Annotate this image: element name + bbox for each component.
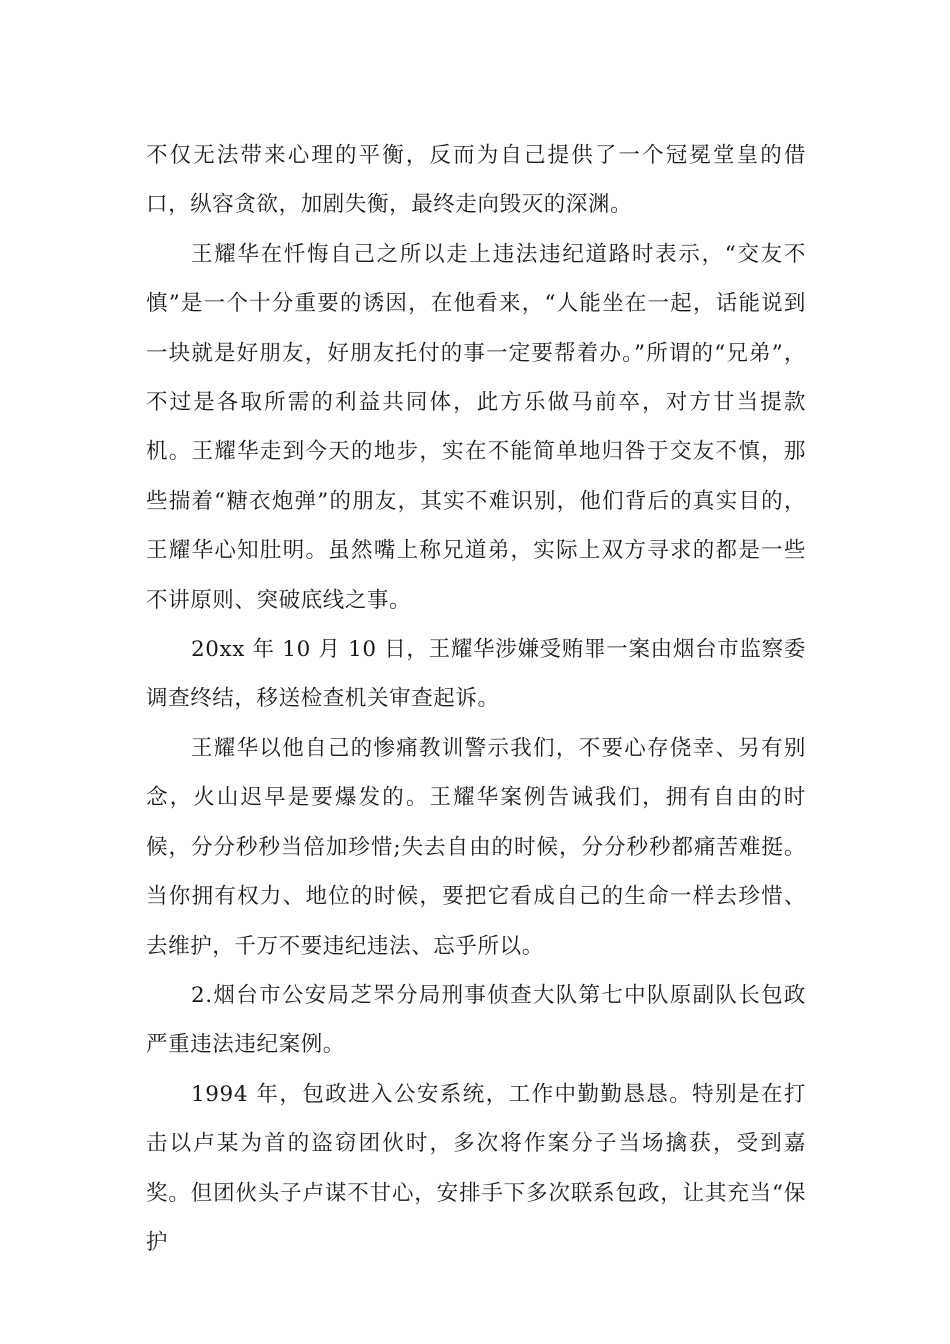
paragraph-continuation: 不仅无法带来心理的平衡，反而为自己提供了一个冠冕堂皇的借口，纵容贪欲，加剧失衡，最终走向毁灭的深渊。 (146, 143, 806, 218)
document-body (146, 131, 806, 1267)
paragraph-friendship-cause: 王耀华在忏悔自己之所以走上违法违纪道路时表示，“交友不慎”是一个十分重要的诱因，在他看来，“人能坐在一起，话能说到一块就是好朋友，好朋友托付的事一定要帮着办。”所谓的“兄弟”，不过是各取所需的利益共同体，此方乐做马前卒，对方甘当提款机。王耀华走到今天的地步，实在不能简单地归咎于交友不慎，那些揣着“糖衣炮弹”的朋友，其实不难识别，他们背后的真实目的，王耀华心知肚明。虽然嘴上称兄道弟，实际上双方寻求的都是一些不讲原则、突破底线之事。 (146, 241, 806, 613)
paragraph-case-heading: 2.烟台市公安局芝罘分局刑事侦查大队第七中队原副队长包政严重违法违纪案例。 (146, 982, 806, 1058)
paragraph-case-conclusion: 20xx 年 10 月 10 日，王耀华涉嫌受贿罪一案由烟台市监察委调查终结，移送检查机关审查起诉。 (146, 637, 806, 712)
paragraph-bao-zheng-background: 1994 年，包政进入公安系统，工作中勤勤恳恳。特别是在打击以卢某为首的盗窃团伙时，多次将作案分子当场擒获，受到嘉奖。但团伙头子卢谋不甘心，安排手下多次联系包政，让其充当“保护 (146, 1081, 806, 1255)
paragraph-warning-lesson: 王耀华以他自己的惨痛教训警示我们，不要心存侥幸、另有别念，火山迟早是要爆发的。王耀华案例告诫我们，拥有自由的时候，分分秒秒当倍加珍惜;失去自由的时候，分分秒秒都痛苦难挺。当你拥有权力、地位的时候，要把它看成自己的生命一样去珍惜、去维护，千万不要违纪违法、忘乎所以。 (146, 735, 806, 959)
